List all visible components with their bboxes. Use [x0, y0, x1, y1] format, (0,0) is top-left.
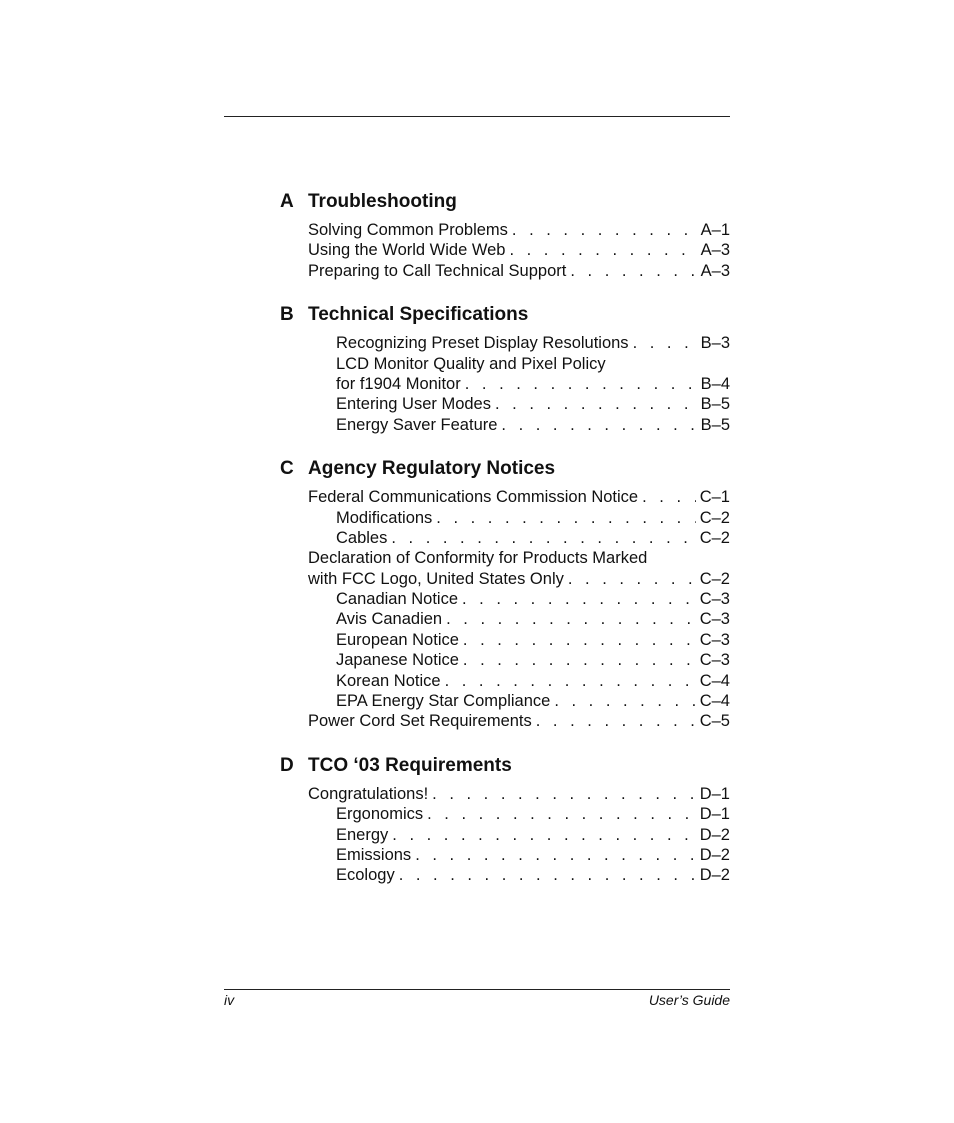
section-title: TCO ‘03 Requirements: [308, 754, 512, 776]
section-heading[interactable]: [280, 455, 730, 483]
toc-entry[interactable]: [280, 865, 730, 885]
toc-entry[interactable]: [280, 650, 730, 670]
entry-page: C–2: [699, 569, 730, 588]
toc-section-b: [280, 301, 730, 435]
dot-leader: [462, 589, 696, 609]
entry-page: C–4: [699, 692, 730, 711]
toc-entry[interactable]: [280, 804, 730, 824]
dot-leader: [509, 240, 696, 260]
header-rule: [224, 116, 730, 117]
entry-page: C–3: [699, 651, 730, 670]
toc-entry[interactable]: [280, 609, 730, 629]
dot-leader: [399, 865, 696, 885]
entry-text: Power Cord Set Requirements: [308, 712, 532, 731]
section-letter: D: [280, 754, 294, 776]
entry-page: B–5: [700, 395, 730, 414]
toc-entry[interactable]: [280, 569, 730, 589]
toc-entry[interactable]: [280, 508, 730, 528]
toc-entry[interactable]: [280, 394, 730, 414]
dot-leader: [445, 671, 696, 691]
entry-page: B–5: [700, 415, 730, 434]
dot-leader: [642, 487, 696, 507]
toc-section-d: [280, 752, 730, 886]
toc-entry[interactable]: [280, 711, 730, 731]
entry-page: D–1: [699, 805, 730, 824]
toc-entry[interactable]: [280, 240, 730, 260]
toc-entry[interactable]: [280, 630, 730, 650]
entry-text: with FCC Logo, United States Only: [308, 569, 564, 588]
toc-entry[interactable]: [280, 374, 730, 394]
section-title: Troubleshooting: [308, 191, 457, 212]
dot-leader: [568, 569, 696, 589]
entry-page: A–3: [700, 241, 730, 260]
toc-section-c: [280, 455, 730, 732]
dot-leader: [633, 333, 696, 353]
toc-entry[interactable]: [280, 845, 730, 865]
entry-page: D–1: [699, 784, 730, 803]
entry-text: Canadian Notice: [336, 590, 458, 609]
entry-page: C–4: [699, 671, 730, 690]
entry-text: for f1904 Monitor: [336, 374, 461, 393]
footer-doc-title: User’s Guide: [648, 992, 730, 1008]
dot-leader: [554, 691, 695, 711]
entry-page: B–3: [700, 334, 730, 353]
entry-page: A–1: [700, 221, 730, 239]
footer-page-number: iv: [224, 992, 235, 1008]
table-of-contents: [280, 188, 730, 906]
dot-leader: [465, 374, 696, 394]
section-title: Agency Regulatory Notices: [308, 458, 556, 480]
toc-entry[interactable]: [280, 671, 730, 691]
entry-text: Ecology: [336, 866, 395, 885]
entry-text: Solving Common Problems: [308, 221, 508, 239]
dot-leader: [512, 220, 696, 240]
entry-page: C–3: [699, 610, 730, 629]
entry-text: Modifications: [336, 508, 433, 527]
entry-page: D–2: [699, 845, 730, 864]
entry-text: Recognizing Preset Display Resolutions: [336, 334, 629, 353]
dot-leader: [501, 415, 696, 435]
footer-rule: [224, 989, 730, 990]
toc-entry[interactable]: [280, 487, 730, 507]
toc-entry[interactable]: [280, 528, 730, 548]
toc-entry[interactable]: [280, 333, 730, 353]
entry-text: Preparing to Call Technical Support: [308, 261, 567, 280]
dot-leader: [536, 711, 696, 731]
section-title: Technical Specifications: [308, 304, 529, 326]
toc-entry[interactable]: [280, 548, 730, 568]
toc-entry[interactable]: [280, 825, 730, 845]
section-letter: C: [280, 458, 294, 480]
dot-leader: [432, 784, 696, 804]
dot-leader: [446, 609, 696, 629]
entry-text: LCD Monitor Quality and Pixel Policy: [336, 354, 606, 373]
entry-page: C–3: [699, 590, 730, 609]
dot-leader: [415, 845, 696, 865]
entry-text: Avis Canadien: [336, 610, 443, 629]
dot-leader: [436, 508, 695, 528]
toc-entry[interactable]: [280, 354, 730, 374]
section-letter: A: [280, 191, 294, 212]
entry-page: C–2: [699, 528, 730, 547]
dot-leader: [495, 394, 696, 414]
entry-text: EPA Energy Star Compliance: [336, 692, 551, 711]
entry-page: B–4: [700, 374, 730, 393]
entry-text: Energy: [336, 825, 389, 844]
entry-page: A–3: [700, 261, 730, 280]
toc-entry[interactable]: [280, 220, 730, 240]
entry-text: Korean Notice: [336, 671, 441, 690]
entry-page: D–2: [699, 866, 730, 885]
dot-leader: [463, 650, 696, 670]
entry-text: Cables: [336, 528, 388, 547]
section-heading[interactable]: [280, 301, 730, 329]
section-letter: B: [280, 304, 294, 326]
entry-text: Congratulations!: [308, 784, 429, 803]
toc-entry[interactable]: [280, 784, 730, 804]
section-heading[interactable]: [280, 188, 730, 216]
dot-leader: [463, 630, 696, 650]
dot-leader: [427, 804, 696, 824]
dot-leader: [570, 261, 696, 281]
entry-text: Ergonomics: [336, 805, 424, 824]
entry-text: Japanese Notice: [336, 651, 459, 670]
entry-text: Federal Communications Commission Notice: [308, 488, 639, 507]
dot-leader: [391, 528, 695, 548]
entry-page: D–2: [699, 825, 730, 844]
entry-page: C–5: [699, 712, 730, 731]
toc-entry[interactable]: [280, 589, 730, 609]
section-heading[interactable]: [280, 752, 730, 780]
entry-text: Entering User Modes: [336, 395, 491, 414]
entry-text: Declaration of Conformity for Products Marked: [308, 549, 648, 568]
entry-text: European Notice: [336, 630, 459, 649]
toc-entry[interactable]: [280, 415, 730, 435]
dot-leader: [392, 825, 695, 845]
entry-text: Emissions: [336, 845, 412, 864]
entry-page: C–3: [699, 630, 730, 649]
entry-text: Using the World Wide Web: [308, 241, 506, 260]
toc-section-a: [280, 188, 730, 281]
entry-text: Energy Saver Feature: [336, 415, 498, 434]
entry-page: C–1: [699, 488, 730, 507]
entry-page: C–2: [699, 508, 730, 527]
toc-entry[interactable]: [280, 261, 730, 281]
toc-entry[interactable]: [280, 691, 730, 711]
